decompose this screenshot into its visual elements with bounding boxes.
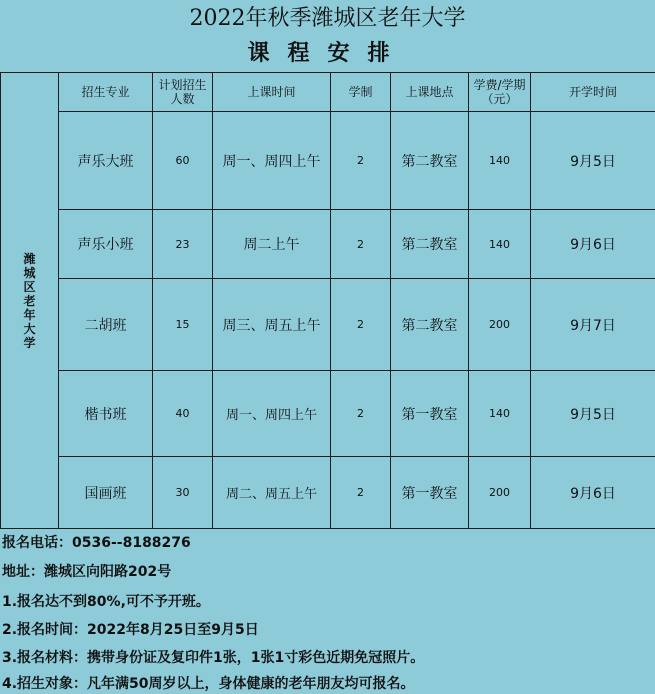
cell-time: 周二、周五上午 <box>213 457 331 529</box>
header-time: 上课时间 <box>213 73 331 112</box>
header-planned-line1: 计划招生 <box>158 78 207 92</box>
header-start: 开学时间 <box>531 73 655 112</box>
cell-major: 二胡班 <box>59 279 153 371</box>
address-line: 地址：潍城区向阳路202号 <box>2 564 172 580</box>
header-duration: 学制 <box>331 73 391 112</box>
cell-start: 9月6日 <box>531 457 655 529</box>
table-header-row <box>1 73 655 112</box>
note-line-3: 3.报名材料：携带身份证及复印件1张，1张1寸彩色近期免冠照片。 <box>2 650 425 666</box>
course-schedule-table <box>0 72 655 529</box>
cell-major: 声乐小班 <box>59 210 153 279</box>
cell-planned: 15 <box>153 279 213 371</box>
table-row <box>1 279 655 371</box>
note-line-4: 4.招生对象：凡年满50周岁以上，身体健康的老年朋友均可报名。 <box>2 676 415 692</box>
cell-duration: 2 <box>331 371 391 457</box>
cell-fee: 140 <box>469 112 531 210</box>
cell-planned: 30 <box>153 457 213 529</box>
side-char: 区 <box>23 279 36 294</box>
cell-duration: 2 <box>331 112 391 210</box>
header-fee-line1: 学费/学期 <box>473 78 526 92</box>
cell-planned: 60 <box>153 112 213 210</box>
side-char: 大 <box>23 321 36 336</box>
header-planned <box>153 73 213 112</box>
cell-start: 9月7日 <box>531 279 655 371</box>
header-planned-line2: 人数 <box>170 92 195 106</box>
cell-planned: 23 <box>153 210 213 279</box>
side-char: 学 <box>23 335 36 350</box>
cell-time: 周一、周四上午 <box>213 112 331 210</box>
cell-time: 周一、周四上午 <box>213 371 331 457</box>
cell-location: 第一教室 <box>391 457 469 529</box>
table-row <box>1 210 655 279</box>
cell-major: 国画班 <box>59 457 153 529</box>
cell-fee: 140 <box>469 371 531 457</box>
cell-time: 周三、周五上午 <box>213 279 331 371</box>
header-fee <box>469 73 531 112</box>
cell-location: 第二教室 <box>391 112 469 210</box>
cell-fee: 140 <box>469 210 531 279</box>
table-row <box>1 457 655 529</box>
table-row <box>1 112 655 210</box>
cell-major: 楷书班 <box>59 371 153 457</box>
side-char: 年 <box>23 307 36 322</box>
cell-major: 声乐大班 <box>59 112 153 210</box>
cell-start: 9月5日 <box>531 112 655 210</box>
header-location: 上课地点 <box>391 73 469 112</box>
note-line-2: 2.报名时间：2022年8月25日至9月5日 <box>2 622 259 638</box>
note-line-1: 1.报名达不到80%,可不予开班。 <box>2 594 210 610</box>
cell-duration: 2 <box>331 279 391 371</box>
side-char: 潍 <box>23 251 36 266</box>
cell-time: 周二上午 <box>213 210 331 279</box>
cell-planned: 40 <box>153 371 213 457</box>
cell-duration: 2 <box>331 457 391 529</box>
phone-line: 报名电话：0536--8188276 <box>2 535 191 551</box>
cell-location: 第一教室 <box>391 371 469 457</box>
page-subtitle: 课程安排 <box>247 40 408 66</box>
header-major: 招生专业 <box>59 73 153 112</box>
header-fee-line2: （元） <box>481 92 518 106</box>
side-char: 城 <box>23 265 36 280</box>
side-label <box>1 73 59 529</box>
cell-fee: 200 <box>469 279 531 371</box>
side-char: 老 <box>23 293 36 308</box>
page-title: 2022年秋季潍城区老年大学 <box>189 6 466 31</box>
cell-location: 第二教室 <box>391 210 469 279</box>
table-row <box>1 371 655 457</box>
cell-start: 9月6日 <box>531 210 655 279</box>
cell-location: 第二教室 <box>391 279 469 371</box>
cell-start: 9月5日 <box>531 371 655 457</box>
cell-duration: 2 <box>331 210 391 279</box>
cell-fee: 200 <box>469 457 531 529</box>
